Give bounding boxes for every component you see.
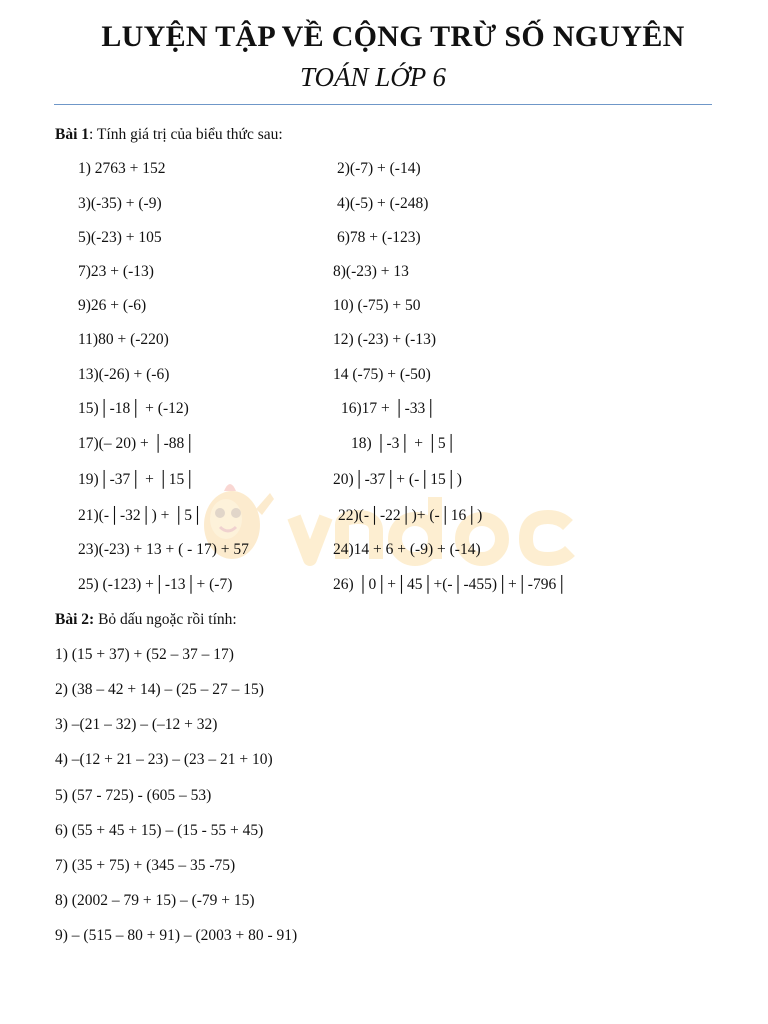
exercise-1-item: 8)(-23) + 13 <box>333 263 409 280</box>
title-divider <box>54 104 712 105</box>
exercise-1-item: 19)│-37│ + │15│ <box>78 471 196 488</box>
exercise-2-label: Bài 2: <box>55 611 95 628</box>
exercise-1-item: 25) (-123) +│-13│+ (-7) <box>78 576 233 593</box>
exercise-1-item: 22)(-│-22│)+ (-│16│) <box>338 507 483 524</box>
exercise-1-instruction: : Tính giá trị của biểu thức sau: <box>89 126 283 143</box>
exercise-1-item: 21)(-│-32│) + │5│ <box>78 507 203 524</box>
exercise-1-item: 15)│-18│ + (-12) <box>78 400 189 417</box>
exercise-1-item: 2)(-7) + (-14) <box>337 160 421 177</box>
exercise-2-instruction: Bỏ dấu ngoặc rồi tính: <box>94 611 237 628</box>
exercise-1-item: 1) 2763 + 152 <box>78 160 166 177</box>
exercise-1-item: 10) (-75) + 50 <box>333 297 421 314</box>
exercise-1-item: 20)│-37│+ (-│15│) <box>333 471 462 488</box>
exercise-1-item: 26) │0│+│45│+(-│-455)│+│-796│ <box>333 576 568 593</box>
exercise-2-heading <box>55 611 237 629</box>
document-title: LUYỆN TẬP VỀ CỘNG TRỪ SỐ NGUYÊN <box>101 20 685 53</box>
document-subtitle: TOÁN LỚP 6 <box>299 62 447 92</box>
exercise-2-item: 6) (55 + 45 + 15) – (15 - 55 + 45) <box>55 822 264 839</box>
exercise-1-item: 3)(-35) + (-9) <box>78 195 162 212</box>
exercise-1-item: 16)17 + │-33│ <box>341 400 437 417</box>
exercise-1-item: 6)78 + (-123) <box>337 229 421 246</box>
exercise-1-item: 13)(-26) + (-6) <box>78 366 170 383</box>
exercise-2-item: 5) (57 - 725) - (605 – 53) <box>55 787 212 804</box>
exercise-1-label: Bài 1 <box>55 126 90 143</box>
exercise-1-item: 11)80 + (-220) <box>78 331 169 348</box>
exercise-2-item: 4) –(12 + 21 – 23) – (23 – 21 + 10) <box>55 751 273 768</box>
exercise-1-item: 7)23 + (-13) <box>78 263 154 280</box>
exercise-1-item: 5)(-23) + 105 <box>78 229 162 246</box>
exercise-1-item: 4)(-5) + (-248) <box>337 195 429 212</box>
exercise-1-item: 12) (-23) + (-13) <box>333 331 436 348</box>
exercise-2-item: 1) (15 + 37) + (52 – 37 – 17) <box>55 646 234 663</box>
exercise-1-item: 9)26 + (-6) <box>78 297 147 314</box>
exercise-2-item: 8) (2002 – 79 + 15) – (-79 + 15) <box>55 892 255 909</box>
exercise-2-item: 3) –(21 – 32) – (–12 + 32) <box>55 716 218 733</box>
exercise-1-item: 18) │-3│ + │5│ <box>351 435 457 452</box>
exercise-1-item: 17)(– 20) + │-88│ <box>78 435 196 452</box>
exercise-1-item: 24)14 + 6 + (-9) + (-14) <box>333 541 481 558</box>
exercise-1-item: 14 (-75) + (-50) <box>333 366 431 383</box>
exercise-2-item: 7) (35 + 75) + (345 – 35 -75) <box>55 857 236 874</box>
exercise-1-heading <box>55 126 283 144</box>
exercise-2-item: 9) – (515 – 80 + 91) – (2003 + 80 - 91) <box>55 927 298 944</box>
exercise-2-item: 2) (38 – 42 + 14) – (25 – 27 – 15) <box>55 681 264 698</box>
exercise-1-item: 23)(-23) + 13 + ( - 17) + 57 <box>78 541 249 558</box>
